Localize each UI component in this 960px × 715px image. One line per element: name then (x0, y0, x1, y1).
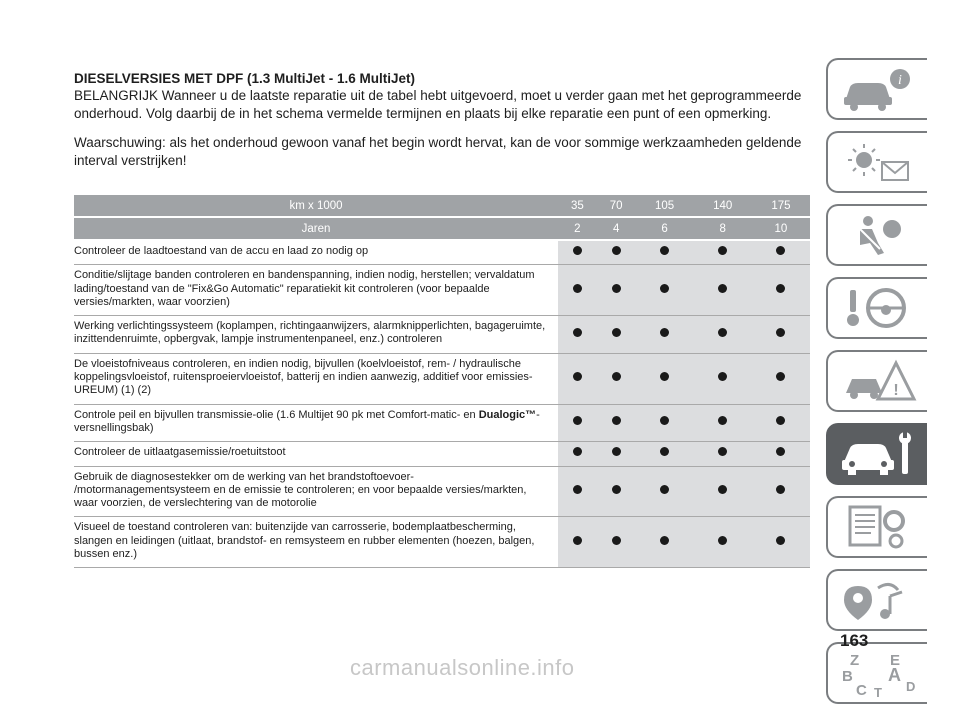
bullet-icon (573, 328, 582, 337)
svg-text:E: E (889, 652, 900, 669)
bullet-icon (776, 372, 785, 381)
row-text: -versnellingsbak) (74, 408, 540, 434)
bullet-icon (612, 485, 621, 494)
maintenance-icon (838, 428, 918, 480)
table-row (74, 442, 810, 466)
bullet-icon (573, 447, 582, 456)
warning-lights-icon (838, 136, 918, 188)
table-row (74, 404, 810, 442)
tab-warning-lights[interactable] (826, 131, 927, 193)
emergency-icon (838, 355, 918, 407)
table-row (74, 353, 810, 404)
steering-key-icon (838, 282, 918, 334)
maintenance-table (74, 195, 810, 568)
tab-steering[interactable] (826, 277, 927, 339)
tab-car-info[interactable] (826, 58, 927, 120)
bullet-icon (660, 246, 669, 255)
table-row (74, 517, 810, 568)
row-description: Conditie/slijtage banden controleren en bandenspanning, indien nodig, herstellen; vervaldatum lading/toestand van de "Fix&Go Automatic" reparatiekit kit controleren (voor bepaalde versies/markten, waar voorzien) (74, 265, 558, 316)
table-row (74, 316, 810, 354)
table-row (74, 466, 810, 517)
years-header-cell: 2 (558, 217, 597, 240)
row-description: Controleer de laadtoestand van de accu en laad zo nodig op (74, 240, 558, 265)
bullet-icon (776, 447, 785, 456)
bullet-icon (573, 416, 582, 425)
bullet-icon (612, 246, 621, 255)
bullet-icon (660, 485, 669, 494)
years-header-cell: 10 (752, 217, 810, 240)
row-description (74, 404, 558, 442)
tab-maintenance[interactable] (826, 423, 927, 485)
svg-text:T: T (873, 685, 882, 699)
bullet-icon (776, 284, 785, 293)
years-header-label: Jaren (74, 217, 558, 240)
row-description: Visueel de toestand controleren van: buitenzijde van carrosserie, bodemplaatbescherming, slangen en leidingen (uitlaat, brandstof- en remsysteem en rubber elementen (hoezen, balgen, bussen enz.) (74, 517, 558, 568)
years-header-cell: 6 (636, 217, 694, 240)
tab-multimedia[interactable] (826, 569, 927, 631)
table-row (74, 240, 810, 265)
row-description: Controleer de uitlaatgasemissie/roetuitstoot (74, 442, 558, 466)
bullet-icon (718, 485, 727, 494)
km-header-cell: 70 (597, 195, 636, 217)
tab-technical-data[interactable] (826, 496, 927, 558)
bullet-icon (573, 372, 582, 381)
bullet-icon (776, 485, 785, 494)
index-icon (838, 647, 918, 699)
km-header-cell: 35 (558, 195, 597, 217)
bullet-icon (776, 328, 785, 337)
bullet-icon (718, 246, 727, 255)
bullet-icon (612, 416, 621, 425)
bullet-icon (718, 328, 727, 337)
bullet-icon (776, 246, 785, 255)
intro-paragraph: BELANGRIJK Wanneer u de laatste reparatie uit de tabel hebt uitgevoerd, moet u verder gaan met het geprogrammeerde onderhoud. Volg daarbij de in het schema vermelde termijnen en plaats bij elke reparatie een punt of een opmerking. (74, 88, 802, 121)
technical-data-icon (838, 501, 918, 553)
header-row-years (74, 217, 810, 240)
km-header-cell: 140 (694, 195, 752, 217)
bullet-icon (776, 416, 785, 425)
svg-text:D: D (905, 679, 915, 694)
page-number: 163 (840, 631, 869, 650)
table-row (74, 265, 810, 316)
svg-text:C: C (855, 682, 867, 699)
car-info-icon (838, 63, 918, 115)
bullet-icon (718, 536, 727, 545)
bullet-icon (612, 284, 621, 293)
km-header-label: km x 1000 (74, 195, 558, 217)
bullet-icon (612, 447, 621, 456)
bullet-icon (718, 284, 727, 293)
bullet-icon (573, 246, 582, 255)
bullet-icon (573, 485, 582, 494)
bullet-icon (660, 284, 669, 293)
svg-text:i: i (897, 73, 902, 88)
row-description: Werking verlichtingssysteem (koplampen, richtingaanwijzers, alarmknipperlichten, bagageruimte, inzittendenruimte, opbergvak, lampje instrumentenpaneel, enz.) controleren (74, 316, 558, 354)
warning-paragraph: Waarschuwing: als het onderhoud gewoon vanaf het begin wordt hervat, kan de voor sommige werkzaamheden geldende interval verstrijken! (74, 135, 802, 168)
bullet-icon (660, 328, 669, 337)
svg-text:A: A (887, 665, 901, 685)
tab-emergency[interactable] (826, 350, 927, 412)
row-text: Controle peil en bijvullen transmissie-olie (1.6 Multijet 90 pk met Comfort-matic- en (74, 408, 479, 421)
tab-index[interactable] (826, 642, 927, 704)
safety-airbag-icon (838, 209, 918, 261)
tab-safety[interactable] (826, 204, 927, 266)
row-description: De vloeistofniveaus controleren, en indien nodig, bijvullen (koelvloeistof, rem- / hydraulische koppelingsvloeistof, ruitensproeiervloeistof, batterij en indien aanwezig, additief voor emissies- UREUM) (1) (2) (74, 353, 558, 404)
bullet-icon (718, 416, 727, 425)
bullet-icon (660, 447, 669, 456)
years-header-cell: 4 (597, 217, 636, 240)
svg-text:!: ! (892, 382, 899, 399)
km-header-cell: 175 (752, 195, 810, 217)
bullet-icon (660, 416, 669, 425)
bullet-icon (612, 372, 621, 381)
bullet-icon (573, 536, 582, 545)
header-row-km (74, 195, 810, 217)
years-header-cell: 8 (694, 217, 752, 240)
bullet-icon (612, 536, 621, 545)
bullet-icon (660, 372, 669, 381)
bullet-icon (776, 536, 785, 545)
row-description: Gebruik de diagnosestekker om de werking van het brandstoftoevoer- /motormanagementsysteem en de emissie te controleren; en voor bepaalde versies/markten, waar voorzien, de verslechtering van de motorolie (74, 466, 558, 517)
chapter-tabs (826, 58, 930, 715)
bullet-icon (612, 328, 621, 337)
svg-text:B: B (841, 668, 853, 685)
main-text (74, 70, 810, 182)
row-text-strong: Dualogic™ (478, 408, 537, 421)
bullet-icon (573, 284, 582, 293)
multimedia-icon (838, 574, 918, 626)
bullet-icon (660, 536, 669, 545)
watermark: carmanualsonline.info (350, 655, 575, 680)
section-heading: DIESELVERSIES MET DPF (1.3 MultiJet - 1.6 MultiJet) (74, 71, 416, 86)
km-header-cell: 105 (636, 195, 694, 217)
bullet-icon (718, 372, 727, 381)
bullet-icon (718, 447, 727, 456)
svg-text:Z: Z (849, 652, 859, 669)
